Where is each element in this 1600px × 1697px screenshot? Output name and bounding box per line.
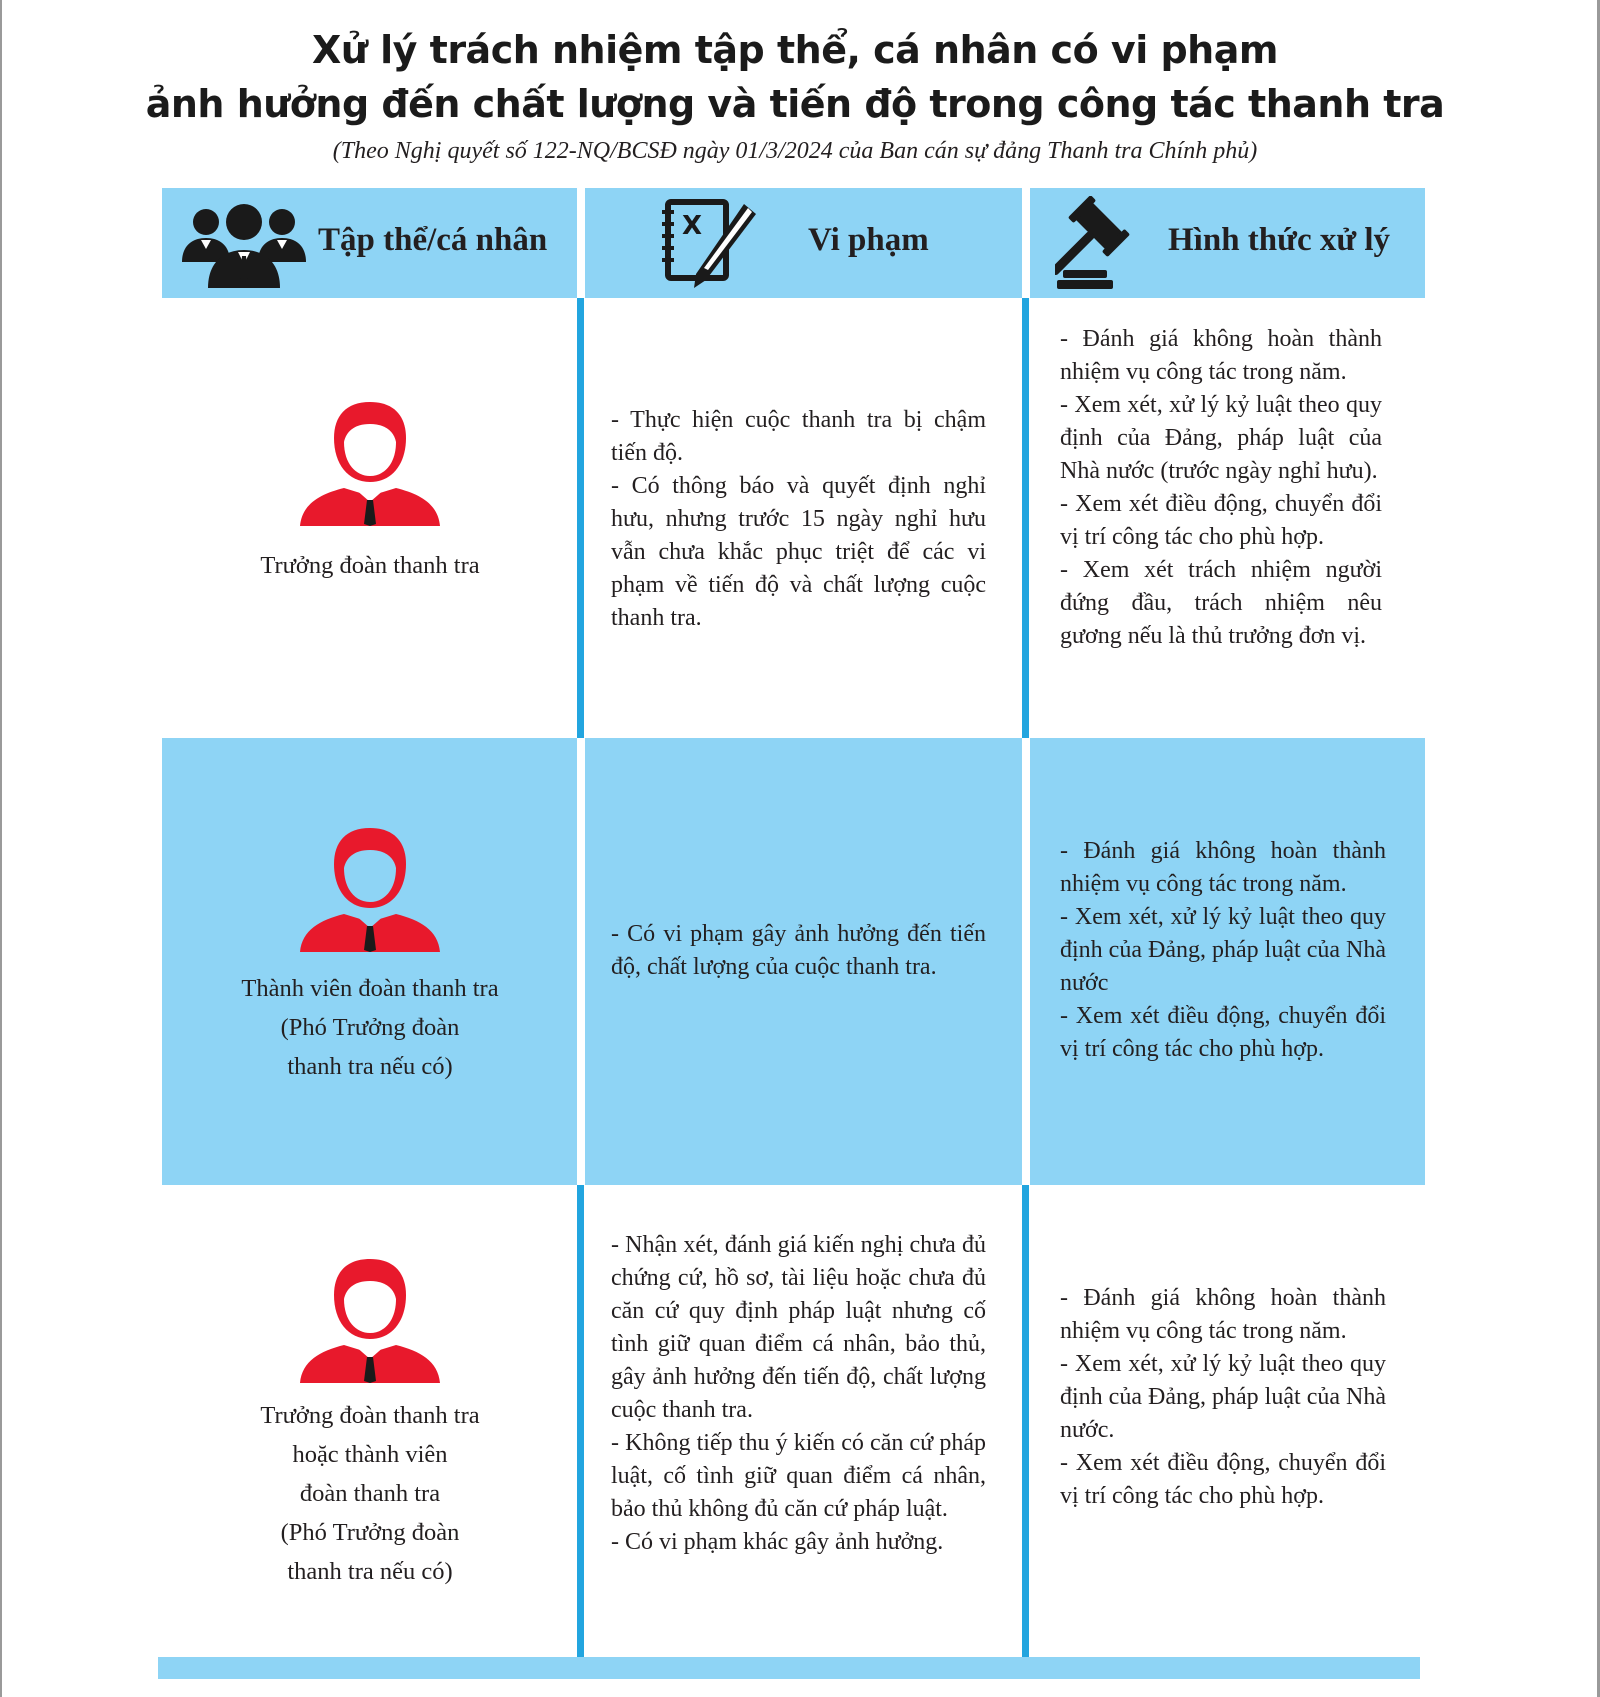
action-item: - Xem xét điều động, chuyển đổi vị trí công tác cho phù hợp. — [1060, 1003, 1386, 1062]
subtitle: (Theo Nghị quyết số 122-NQ/BCSĐ ngày 01/3/2024 của Ban cán sự đảng Thanh tra Chính phủ) — [332, 138, 1258, 164]
action-item: - Xem xét, xử lý kỷ luật theo quy định của Đảng, pháp luật của Nhà nước. — [1060, 1351, 1386, 1443]
person-icon — [298, 398, 442, 528]
violation-item: - Nhận xét, đánh giá kiến nghị chưa đủ chứng cứ, hồ sơ, tài liệu hoặc chưa đủ căn cứ quy định pháp luật nhưng cố tình giữ quan điểm cá nhân, bảo thủ, gây ảnh hưởng đến tiến độ, chất lượng cuộc thanh tra. — [611, 1232, 986, 1423]
person-icon — [298, 1255, 442, 1385]
divider-row1-b — [1022, 298, 1029, 738]
violation-item: - Thực hiện cuộc thanh tra bị chậm tiến độ. — [611, 407, 986, 466]
person-icon — [298, 824, 442, 954]
action-item: - Xem xét điều động, chuyển đổi vị trí công tác cho phù hợp. — [1060, 1450, 1386, 1509]
row-1-violations — [611, 404, 986, 635]
header-cell-violation — [585, 188, 1022, 298]
action-item: - Đánh giá không hoàn thành nhiệm vụ công tác trong năm. — [1060, 838, 1386, 897]
row-3-actions — [1060, 1282, 1386, 1513]
divider-row3-b — [1022, 1185, 1029, 1657]
group-people-icon — [178, 198, 310, 290]
gavel-icon — [1055, 196, 1155, 292]
action-item: - Xem xét, xử lý kỷ luật theo quy định của Đảng, pháp luật của Nhà nước — [1060, 904, 1386, 996]
divider-row3-a — [577, 1185, 584, 1657]
violation-item: - Không tiếp thu ý kiến có căn cứ pháp luật, cố tình giữ quan điểm cá nhân, bảo thủ không đủ căn cứ pháp luật. — [611, 1430, 986, 1522]
violation-item: - Có thông báo và quyết định nghỉ hưu, nhưng trước 15 ngày nghỉ hưu vẫn chưa khắc phục triệt để các vi phạm về tiến độ và chất lượng cuộc thanh tra. — [611, 473, 986, 631]
svg-text:X: X — [682, 211, 703, 241]
violation-item: - Có vi phạm gây ảnh hưởng đến tiến độ, chất lượng của cuộc thanh tra. — [611, 921, 986, 980]
bottom-bar — [158, 1657, 1420, 1679]
title-line-1: Xử lý trách nhiệm tập thể, cá nhân có vi phạm — [312, 28, 1278, 72]
row-3-subject: Trưởng đoàn thanh tra hoặc thành viên đoàn thanh tra (Phó Trưởng đoàn thanh tra nếu có) — [260, 1402, 480, 1585]
row-2-violations — [611, 918, 986, 984]
action-item: - Xem xét trách nhiệm người đứng đầu, trách nhiệm nêu gương nếu là thủ trưởng đơn vị. — [1060, 557, 1382, 649]
row-2-subject-cell — [162, 738, 577, 1185]
row-3-violations — [611, 1229, 986, 1559]
header-label-violation: Vi phạm — [808, 222, 929, 258]
header-label-subject: Tập thể/cá nhân — [318, 222, 548, 258]
divider-row1-a — [577, 298, 584, 738]
header-label-action: Hình thức xử lý — [1168, 222, 1391, 258]
row-1-actions — [1060, 323, 1382, 653]
action-item: - Đánh giá không hoàn thành nhiệm vụ công tác trong năm. — [1060, 1285, 1386, 1344]
action-item: - Xem xét, xử lý kỷ luật theo quy định của Đảng, pháp luật của Nhà nước (trước ngày nghỉ hưu). — [1060, 392, 1382, 484]
action-item: - Đánh giá không hoàn thành nhiệm vụ công tác trong năm. — [1060, 326, 1382, 385]
action-item: - Xem xét điều động, chuyển đổi vị trí công tác cho phù hợp. — [1060, 491, 1382, 550]
violation-item: - Có vi phạm khác gây ảnh hưởng. — [611, 1529, 944, 1555]
row-2-actions — [1060, 835, 1386, 1066]
notebook-pen-icon — [660, 198, 760, 290]
row-1-subject: Trưởng đoàn thanh tra — [260, 552, 480, 579]
frame-border-left — [0, 0, 2, 1697]
row-2-subject: Thành viên đoàn thanh tra (Phó Trưởng đoàn thanh tra nếu có) — [241, 975, 499, 1080]
title-line-2: ảnh hưởng đến chất lượng và tiến độ trong công tác thanh tra — [145, 82, 1445, 126]
